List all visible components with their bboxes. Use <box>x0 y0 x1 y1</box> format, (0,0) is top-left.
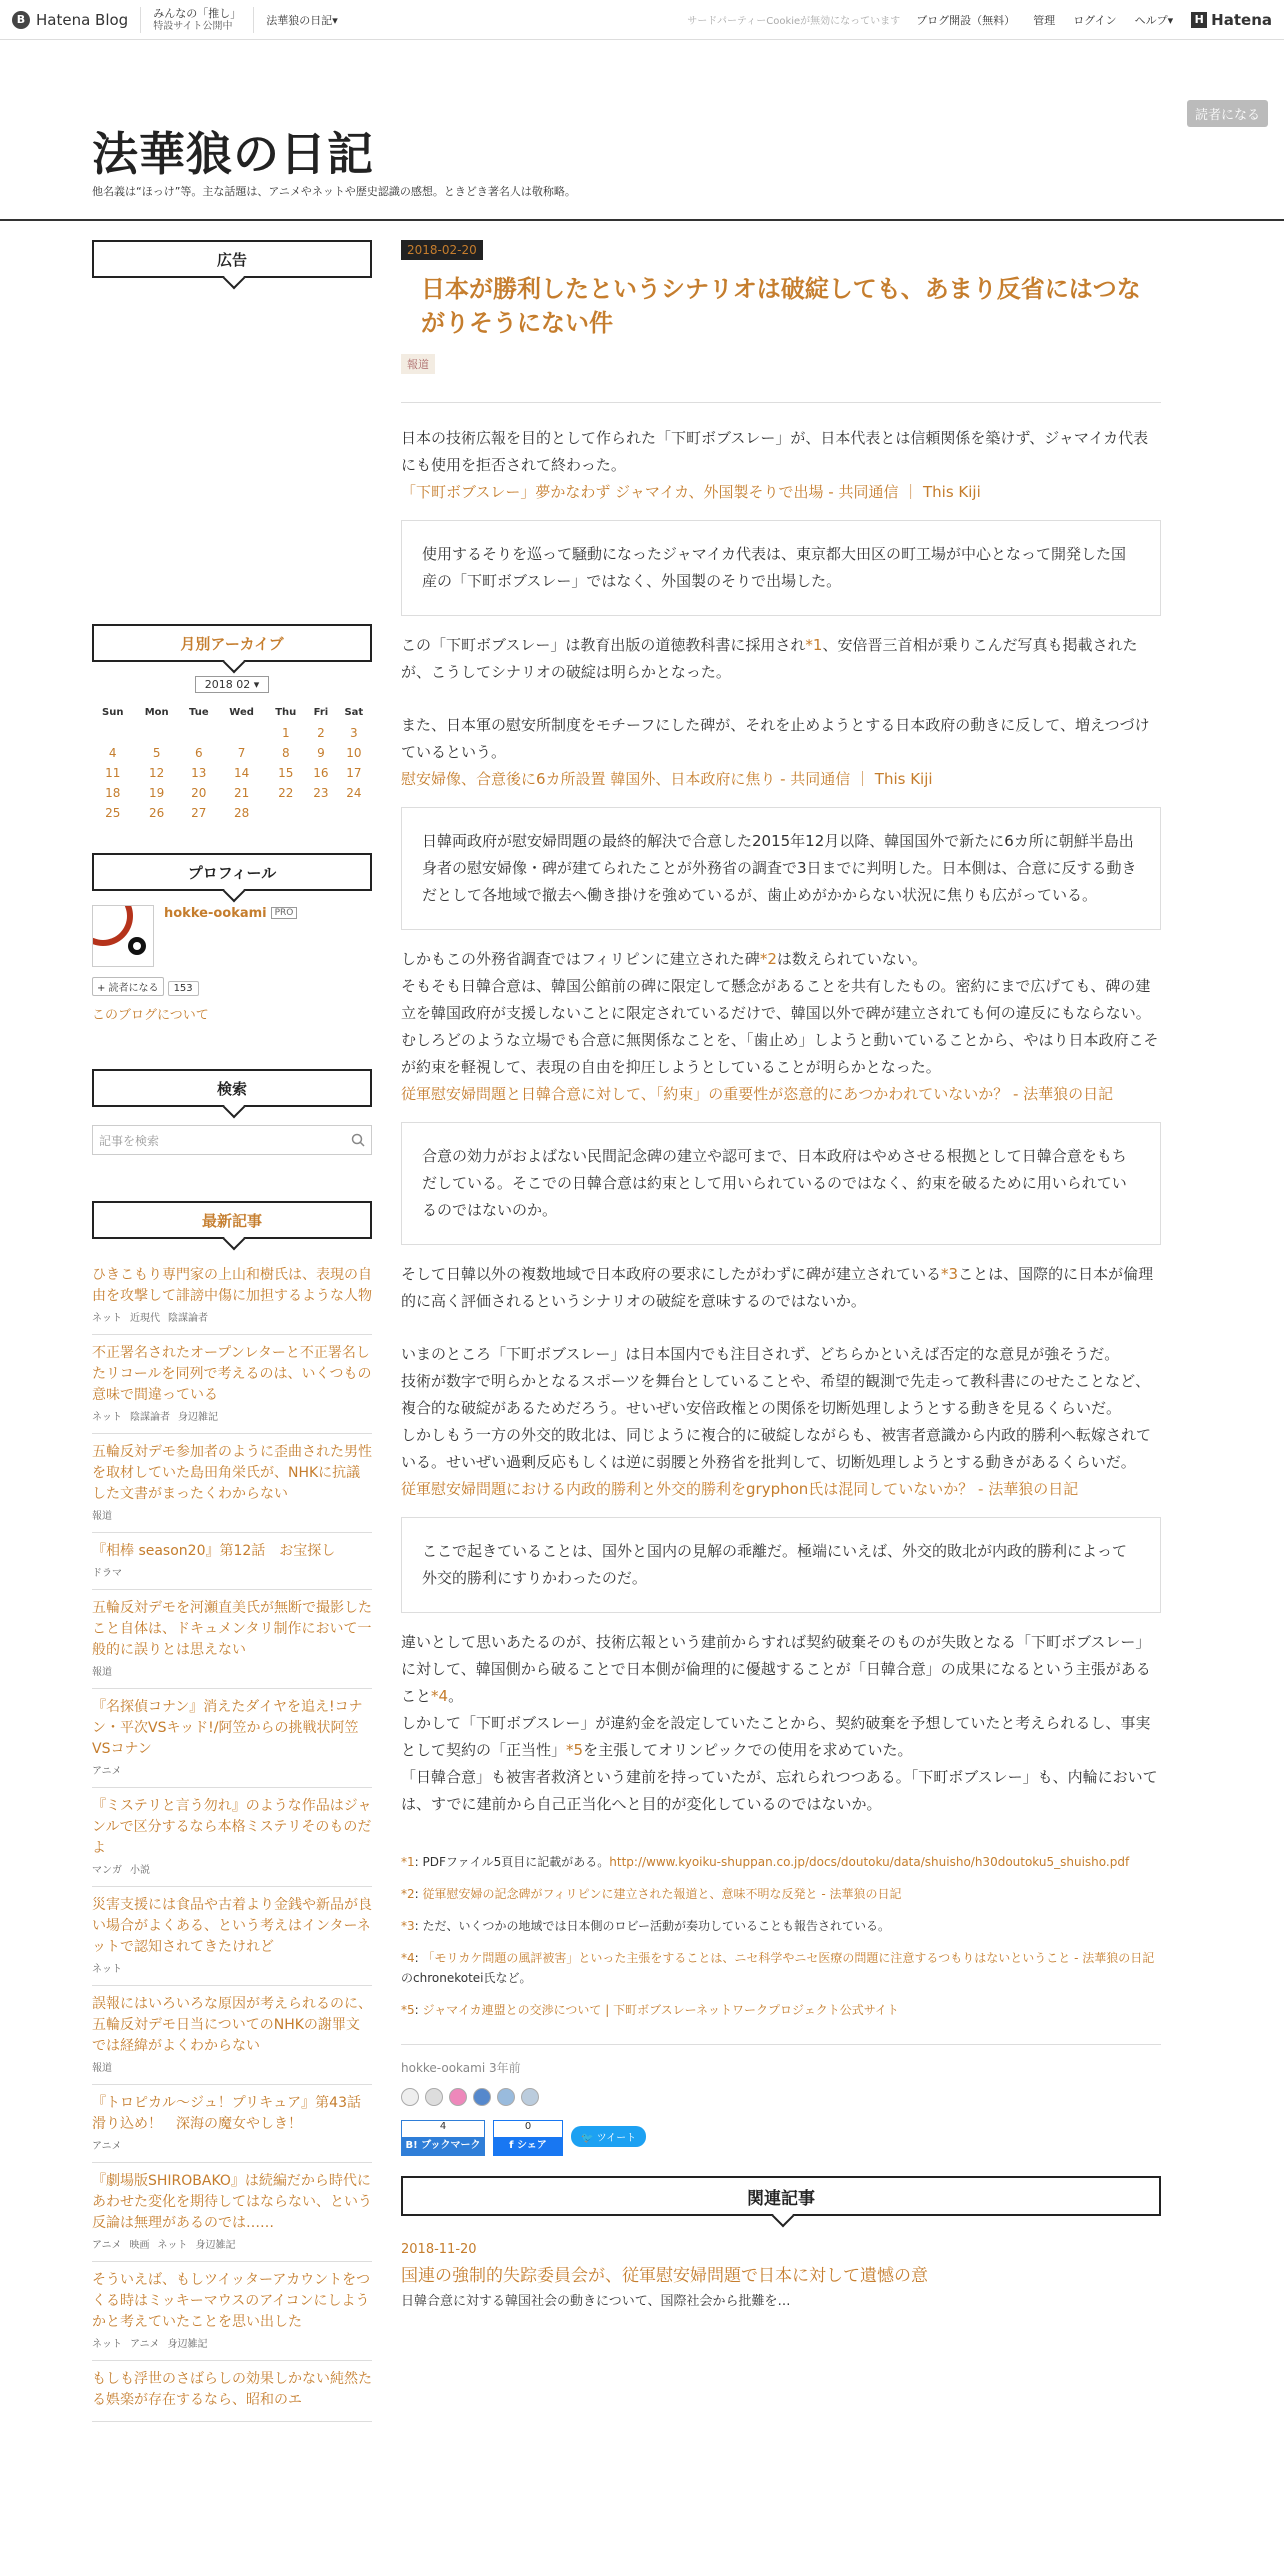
weekday-label: Thu <box>275 706 297 718</box>
blockquote: 使用するそりを巡って騒動になったジャマイカ代表は、東京都大田区の町工場が中心となって開発した国産の「下町ボブスレー」ではなく、外国製のそりで出場した。 <box>401 520 1161 616</box>
sidebar <box>92 240 375 2422</box>
footnote-ref[interactable]: *1 <box>805 636 823 654</box>
paragraph: しかもこの外務省調査ではフィリピンに建立された碑*2は数えられていない。 <box>401 950 927 968</box>
recent-entry-categories <box>92 1861 372 1876</box>
footnote-number[interactable]: *4 <box>401 1951 415 1965</box>
calendar-day[interactable]: 4 <box>108 746 117 760</box>
calendar-day[interactable]: 3 <box>350 726 358 740</box>
recent-entry-categories <box>92 2335 372 2350</box>
recent-entry <box>92 1590 372 1689</box>
calendar-day <box>265 803 306 823</box>
recent-entry-link[interactable]: もしも浮世のさばらしの効果しかない純然たる娯楽が存在するなら、昭和のエ <box>92 2371 372 2408</box>
related-module-title: 関連記事 <box>401 2176 1161 2216</box>
footnote: *5: ジャマイカ連盟との交渉について | 下町ボブスレーネットワークプロジェクト公式サイト <box>401 2003 899 2017</box>
category-link[interactable]: ネット <box>92 1964 122 1975</box>
star-avatar-icon[interactable] <box>497 2088 515 2106</box>
hatena-blog-icon: B <box>12 11 30 29</box>
calendar-day[interactable]: 2 <box>317 726 325 740</box>
calendar-day <box>134 723 180 743</box>
calendar-day[interactable]: 23 <box>313 786 329 800</box>
recent-entry-link[interactable]: 『劇場版SHIROBAKO』は続編だから時代にあわせた変化を期待してはならない、という反論は無理があるのでは…… <box>92 2173 372 2231</box>
hatena-icon: H <box>1191 12 1207 28</box>
recent-entry-link[interactable]: そういえば、もしツイッターアカウントをつくる時はミッキーマウスのアイコンにしようかと考えていたことを思い出した <box>92 2272 371 2330</box>
add-star-icon[interactable] <box>401 2088 419 2106</box>
profile-avatar[interactable] <box>92 905 154 967</box>
search-input[interactable]: 記事を検索 <box>92 1125 372 1155</box>
category-link[interactable]: 近現代 <box>130 1313 160 1324</box>
calendar-day[interactable]: 14 <box>233 766 250 780</box>
category-link[interactable]: ネット <box>157 2240 188 2251</box>
open-blog-link[interactable]: ブログ開設（無料） <box>916 13 1016 27</box>
archive-module-title: 月別アーカイブ <box>92 624 372 662</box>
recent-entry-link[interactable]: 『名探偵コナン』消えたダイヤを追え!コナン・平次VSキッド!/阿笠からの挑戦状阿笠VSコナン <box>92 1699 363 1757</box>
recent-entry-categories <box>92 1564 372 1579</box>
calendar-day <box>92 723 134 743</box>
recent-entry <box>92 1887 372 1986</box>
share-buttons <box>401 2120 1161 2156</box>
star-avatar-icon[interactable] <box>521 2088 539 2106</box>
recent-module-title: 最新記事 <box>92 1201 372 1239</box>
hatena-blog-logo[interactable]: B Hatena Blog <box>12 7 141 33</box>
paragraph: 技術が数字で明らかとなるスポーツを舞台としていることや、希望的観測で先走って教科書にのせたことなど、複合的な破綻があるためだろう。せいぜい安倍政権との関係を切断処理しようとする動きを見るくらいだ。 <box>401 1372 1151 1417</box>
blockquote: 日韓両政府が慰安婦問題の最終的解決で合意した2015年12月以降、韓国国外で新たに6カ所に朝鮮半島出身者の慰安婦像・碑が建てられたことが外務省の調査で3日までに判明した。日本側は、合意に反する動きだとして各地域で撤去へ働き掛けを強めているが、歯止めがかからない状況に焦りも広がっている。 <box>401 807 1161 930</box>
calendar-day[interactable]: 25 <box>105 806 121 820</box>
calendar-day[interactable]: 17 <box>346 766 362 780</box>
blog-menu[interactable]: 法華狼の日記▾ <box>266 13 338 27</box>
paragraph: いまのところ「下町ボブスレー」は日本国内でも注目されず、どちらかといえば否定的な意見が強そうだ。 <box>401 1345 1120 1363</box>
category-link[interactable]: 身辺雑記 <box>178 1412 218 1423</box>
facebook-share-button[interactable]: 0 f シェア <box>493 2120 563 2156</box>
tweet-button[interactable]: 🐦 ツイート <box>571 2126 646 2147</box>
recent-entry-link[interactable]: 不正署名されたオープンレターと不正署名したリコールを同列で考えるのは、いくつもの意味で間違っている <box>92 1345 372 1403</box>
calendar-day[interactable]: 18 <box>105 786 121 800</box>
about-blog-link[interactable]: このブログについて <box>92 1008 209 1023</box>
calendar-day[interactable]: 21 <box>233 786 250 800</box>
quote-source-link[interactable]: 従軍慰安婦問題における内政的勝利と外交的勝利をgryphon氏は混同していないか？ - 法華狼の日記 <box>401 1480 1079 1498</box>
paragraph: この「下町ボブスレー」は教育出版の道徳教科書に採用され*1、安倍晋三首相が乗りこんだ写真も掲載されたが、こうしてシナリオの破綻は明らかとなった。 <box>401 636 1138 681</box>
category-link[interactable]: アニメ <box>92 2240 122 2251</box>
entry-title[interactable]: 日本が勝利したというシナリオは破綻しても、あまり反省にはつながりそうにない件 <box>421 275 1141 337</box>
recent-entry-link[interactable]: 誤報にはいろいろな原因が考えられるのに、五輪反対デモ日当についてのNHKの謝罪文では経緯がよくわからない <box>92 1996 372 2054</box>
calendar-day[interactable]: 19 <box>149 786 165 800</box>
category-link[interactable]: ドラマ <box>92 1568 122 1579</box>
entry-age[interactable]: 3年前 <box>488 2061 521 2075</box>
recent-entry <box>92 2262 372 2361</box>
calendar-day[interactable]: 26 <box>149 806 165 820</box>
recent-entry-categories <box>92 1408 372 1423</box>
profile-name[interactable]: hokke-ookami <box>164 906 267 921</box>
recent-entry-link[interactable]: 五輪反対デモを河瀬直美氏が無断で撮影したこと自体は、ドキュメンタリ制作において一般的に誤りとは思えない <box>92 1600 372 1658</box>
footnote-number[interactable]: *5 <box>401 2003 415 2017</box>
recent-entry <box>92 1788 372 1887</box>
blockquote: ここで起きていることは、国外と国内の見解の乖離だ。極端にいえば、外交的敗北が内政的勝利によって外交的勝利にすりかわったのだ。 <box>401 1517 1161 1613</box>
ad-space <box>92 278 372 624</box>
calendar-day[interactable]: 15 <box>278 766 294 780</box>
paragraph: また、日本軍の慰安所制度をモチーフにした碑が、それを止めようとする日本政府の動きに反して、増えつづけているという。 <box>401 716 1150 761</box>
blockquote: 合意の効力がおよばない民間記念碑の建立や認可まで、日本政府はやめさせる根拠として日韓合意をもちだしている。そこでの日韓合意は約束として用いられているのではなく、約束を破るために用いられているのではないのか。 <box>401 1122 1161 1245</box>
footnote-ref[interactable]: *3 <box>941 1265 959 1283</box>
blog-header <box>0 40 1284 221</box>
footnotes <box>401 1852 1161 2020</box>
hatena-logo[interactable]: H Hatena <box>1191 11 1272 29</box>
recent-entry <box>92 2361 372 2422</box>
recent-entry <box>92 1257 372 1335</box>
category-link[interactable]: ネット <box>92 1412 122 1423</box>
recent-entry-categories <box>92 1960 372 1975</box>
related-entry-link[interactable]: 国連の強制的失踪委員会が、従軍慰安婦問題で日本に対して遺憾の意 <box>401 2266 928 2286</box>
search-module-title: 検索 <box>92 1069 372 1107</box>
recent-entry-link[interactable]: 災害支援には食品や古着より金銭や新品が良い場合がよくある、という考えはインターネットで認知されてきたけれど <box>92 1897 372 1955</box>
author-link[interactable]: hokke-ookami <box>401 2061 486 2075</box>
calendar-day[interactable]: 12 <box>149 766 165 780</box>
calendar-day[interactable]: 7 <box>237 746 246 760</box>
recent-entry-categories <box>92 1762 372 1777</box>
calendar-day <box>336 803 372 823</box>
paragraph: 違いとして思いあたるのが、技術広報という建前からすれば契約破棄そのものが失敗となる「下町ボブスレー」に対して、韓国側から破ることで日本側が倫理的に優越することが「日韓合意」の成果になるという主張があること*4。 <box>401 1633 1151 1705</box>
top-bar <box>0 0 1284 40</box>
calendar-day[interactable]: 1 <box>281 726 290 740</box>
entry-date[interactable]: 2018-02-20 <box>401 240 483 260</box>
help-menu[interactable]: ヘルプ▾ <box>1134 13 1174 27</box>
star-avatar-icon[interactable] <box>449 2088 467 2106</box>
footnote: *2: 従軍慰安婦の記念碑がフィリピンに建立された報道と、意味不明な反発と - 法華狼の日記 <box>401 1887 902 1901</box>
footnote: *3: ただ、いくつかの地域では日本側のロビー活動が奏功していることも報告されている。 <box>401 1919 891 1933</box>
category-link[interactable]: アニメ <box>92 2141 122 2152</box>
quote-source-link[interactable]: 従軍慰安婦問題と日韓合意に対して、「約束」の重要性が恣意的にあつかわれていないか？ - 法華狼の日記 <box>401 1085 1114 1103</box>
footnote-number[interactable]: *3 <box>401 1919 415 1933</box>
weekday-label: Fri <box>313 706 329 718</box>
promo-banner[interactable]: みんなの「推し」 特設サイト公開中 <box>141 7 254 33</box>
calendar-day[interactable]: 20 <box>191 786 207 800</box>
calendar-day[interactable]: 6 <box>194 746 203 760</box>
recent-list <box>92 1257 375 2422</box>
footnote-ref[interactable]: *2 <box>759 950 777 968</box>
recent-entry <box>92 1434 372 1533</box>
subscribe-button[interactable]: 読者になる <box>1187 100 1268 127</box>
footnote-ref[interactable]: *5 <box>566 1741 584 1759</box>
quote-source-link[interactable]: 慰安婦像、合意後に6カ所設置 韓国外、日本政府に焦り - 共同通信 ｜ This Kiji <box>401 770 933 788</box>
category-link[interactable]: 報道 <box>92 1667 112 1678</box>
star-list <box>401 2088 1161 2106</box>
star-avatar-icon[interactable] <box>425 2088 443 2106</box>
recent-entry <box>92 1335 372 1434</box>
paragraph: むしろどのような立場でも合意に無関係なことを、「歯止め」しようと動いていることから、やはり日本政府こそが約束を軽視して、表現の自由を抑圧しようとしていることが明らかとなった。 <box>401 1031 1159 1076</box>
recent-entry-link[interactable]: 『相棒 season20』第12話 お宝探し <box>92 1543 336 1559</box>
category-link[interactable]: アニメ <box>92 1766 122 1777</box>
archive-month-select[interactable]: 2018 02 ▾ <box>195 676 269 693</box>
category-link[interactable]: 報道 <box>92 1511 112 1522</box>
blog-title[interactable]: 法華狼の日記 <box>92 127 374 181</box>
profile-module-title: プロフィール <box>92 853 372 891</box>
category-link[interactable]: ネット <box>92 1313 122 1324</box>
recent-entry-link[interactable]: 『トロピカル～ジュ！プリキュア』第43話 滑り込め！ 深海の魔女やしき！ <box>92 2095 375 2132</box>
paragraph: 「日韓合意」も被害者救済という建前を持っていたが、忘れられつつある。「下町ボブスレー」も、内輪においては、すでに建前から自己正当化へと目的が変化しているのではないか。 <box>401 1768 1158 1813</box>
paragraph: しかして「下町ボブスレー」が違約金を設定していたことから、契約破棄を予想していたと考えられるし、事実として契約の「正当性」*5を主張してオリンピックでの使用を求めていた。 <box>401 1714 1151 1759</box>
reader-count: 153 <box>168 981 199 996</box>
recent-entry <box>92 1533 372 1590</box>
hatebu-button[interactable]: 4 B! ブックマーク <box>401 2120 485 2156</box>
recent-entry <box>92 1986 372 2085</box>
calendar-day <box>218 723 266 743</box>
weekday-label: Sun <box>102 706 124 718</box>
footnote-link[interactable]: 「モリカケ問題の風評被害」といった主張をすることは、ニセ科学やニセ医療の問題に注意するつもりはないということ - 法華狼の日記 <box>422 1951 1155 1965</box>
footnote-link[interactable]: ジャマイカ連盟との交渉について | 下町ボブスレーネットワークプロジェクト公式サイト <box>422 2003 899 2017</box>
category-link[interactable]: ネット <box>92 2339 122 2350</box>
calendar-day[interactable]: 16 <box>313 766 329 780</box>
star-avatar-icon[interactable] <box>473 2088 491 2106</box>
entry-footer <box>401 2044 1161 2076</box>
weekday-label: Mon <box>144 706 169 718</box>
calendar-day[interactable]: 22 <box>278 786 294 800</box>
reader-button[interactable]: + 読者になる <box>92 977 164 996</box>
login-link[interactable]: ログイン <box>1073 13 1117 27</box>
calendar-day[interactable]: 9 <box>317 746 325 760</box>
category-link[interactable]: 小説 <box>130 1865 150 1876</box>
recent-entry-categories <box>92 2236 372 2251</box>
recent-entry-categories <box>92 1663 372 1678</box>
category-link[interactable]: 身辺雑記 <box>195 2240 236 2251</box>
calendar-day[interactable]: 27 <box>191 806 207 820</box>
calendar-day[interactable]: 11 <box>105 766 121 780</box>
calendar-day[interactable]: 5 <box>152 746 161 760</box>
recent-entry-categories <box>92 1309 372 1324</box>
blog-description: 他名義は“ほっけ”等。主な話題は、アニメやネットや歴史認識の感想。ときどき著名人は敬称略。 <box>92 185 576 198</box>
footnote-link[interactable]: 従軍慰安婦の記念碑がフィリピンに建立された報道と、意味不明な反発と - 法華狼の日記 <box>422 1887 902 1901</box>
footnote: *4: 「モリカケ問題の風評被害」といった主張をすることは、ニセ科学やニセ医療の問題に注意するつもりはないということ - 法華狼の日記のchronekotei氏など。 <box>401 1951 1155 1985</box>
category-link[interactable]: マンガ <box>92 1865 122 1876</box>
recent-entry-categories <box>92 1507 372 1522</box>
paragraph: 日本の技術広報を目的として作られた「下町ボブスレー」が、日本代表とは信頼関係を築けず、ジャマイカ代表にも使用を拒否されて終わった。 <box>401 429 1149 474</box>
calendar-day[interactable]: 24 <box>346 786 362 800</box>
calendar-day[interactable]: 13 <box>191 766 207 780</box>
recent-entry-link[interactable]: ひきこもり専門家の上山和樹氏は、表現の自由を攻撃して誹謗中傷に加担するような人物 <box>92 1267 372 1304</box>
calendar-day[interactable]: 10 <box>346 746 362 760</box>
category-link[interactable]: 報道 <box>92 2063 112 2074</box>
weekday-label: Sat <box>344 706 364 718</box>
recent-entry-link[interactable]: 『ミステリと言う勿れ』のような作品はジャンルで区分するなら本格ミステリそのものだよ <box>92 1798 372 1856</box>
category-link[interactable]: 映画 <box>129 2240 150 2251</box>
weekday-label: Wed <box>229 706 254 718</box>
category-link[interactable]: 身辺雑記 <box>167 2339 208 2350</box>
calendar-day <box>180 723 218 743</box>
footnote-link[interactable]: http://www.kyoiku-shuppan.co.jp/docs/doutoku/data/shuisho/h30doutoku5_shuisho.pdf <box>609 1855 1130 1869</box>
recent-entry <box>92 1689 372 1788</box>
pro-badge: PRO <box>271 907 298 919</box>
paragraph: しかしもう一方の外交的敗北は、同じように複合的に破綻しながらも、被害者意識から内政的勝利へ転嫁されている。せいぜい過剰反応もしくは逆に弱腰と外務省を批判して、切断処理しようとする動きがあるくらいだ。 <box>401 1426 1152 1471</box>
paragraph: そもそも日韓合意は、韓国公館前の碑に限定して懸念があることを共有したもの。密約にまで広げても、碑の建立を韓国政府が支援しないことに限定されているだけで、韓国以外で碑が建立されても何の違反にもならない。 <box>401 977 1151 1022</box>
paragraph: そして日韓以外の複数地域で日本政府の要求にしたがわずに碑が建立されている*3ことは、国際的に日本が倫理的に高く評価されるというシナリオの破綻を意味するのではないか。 <box>401 1265 1154 1310</box>
footnote-number[interactable]: *2 <box>401 1887 415 1901</box>
category-link[interactable]: 陰謀論者 <box>168 1313 208 1324</box>
footnote: *1: PDFファイル5頁目に記載がある。http://www.kyoiku-shuppan.co.jp/docs/doutoku/data/shuisho/h30doutoku5_shuisho.pdf <box>401 1855 1130 1869</box>
recent-entry <box>92 2085 375 2163</box>
related-date: 2018-11-20 <box>401 2242 477 2257</box>
recent-entry-categories <box>92 2137 372 2152</box>
weekday-label: Tue <box>188 706 209 718</box>
calendar-day[interactable]: 8 <box>281 746 290 760</box>
footnote-number[interactable]: *1 <box>401 1855 415 1869</box>
calendar-day[interactable]: 28 <box>233 806 250 820</box>
manage-link[interactable]: 管理 <box>1033 13 1056 27</box>
recent-entry-link[interactable]: 五輪反対デモ参加者のように歪曲された男性を取材していた島田角栄氏が、NHKに抗議した文書がまったくわからない <box>92 1444 372 1502</box>
twitter-icon: 🐦 <box>581 2133 597 2144</box>
recent-entry-categories <box>92 2059 372 2074</box>
cookie-notice: サードパーティーCookieが無効になっています <box>687 16 901 27</box>
ad-module-title: 広告 <box>92 240 372 278</box>
quote-source-link[interactable]: 「下町ボブスレー」夢かなわず ジャマイカ、外国製そりで出場 - 共同通信 ｜ This Kiji <box>401 483 981 501</box>
archive-calendar <box>92 701 372 823</box>
entry <box>401 240 1161 2309</box>
footnote-ref[interactable]: *4 <box>431 1687 449 1705</box>
category-link[interactable]: 陰謀論者 <box>130 1412 170 1423</box>
entry-category[interactable]: 報道 <box>401 354 435 374</box>
category-link[interactable]: アニメ <box>130 2339 160 2350</box>
related-summary: 日韓合意に対する韓国社会の動きについて、国際社会から批難を… <box>401 2294 791 2309</box>
calendar-day <box>306 803 336 823</box>
search-icon[interactable] <box>351 1133 365 1147</box>
recent-entry <box>92 2163 372 2262</box>
